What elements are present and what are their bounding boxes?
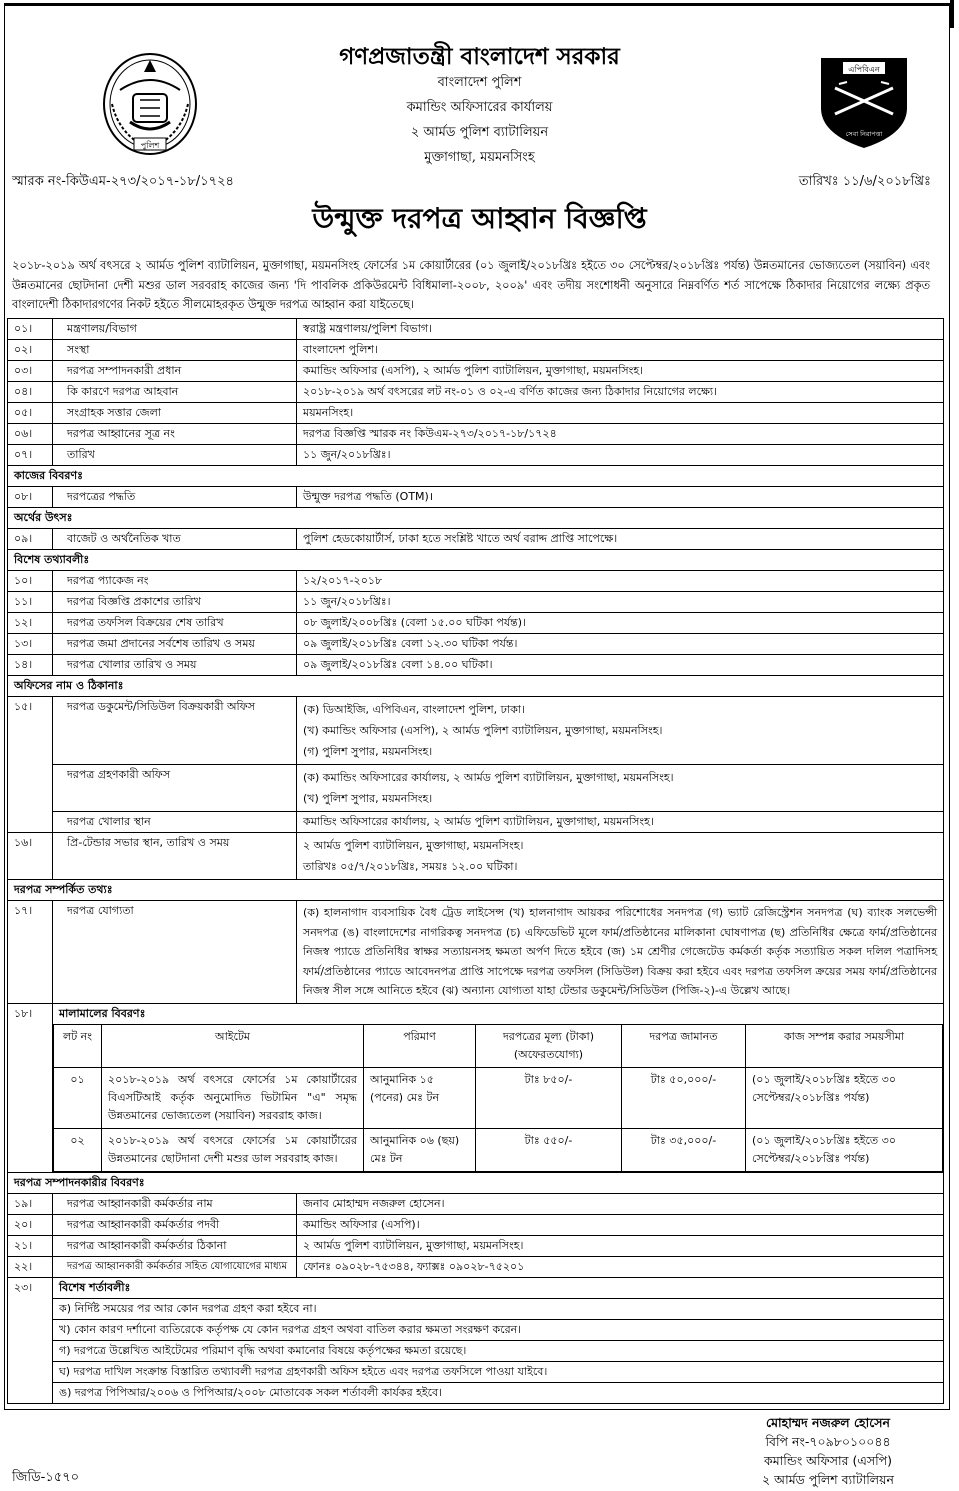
lot-quantity: আনুমানিক ১৫ (পনের) মেঃ টন <box>364 1067 476 1128</box>
condition-row <box>8 1361 944 1382</box>
row-label: সংগ্রাহক সত্তার জেলা <box>53 403 297 424</box>
row-label: সংস্থা <box>53 340 297 361</box>
place-name: মুক্তাগাছা, ময়মনসিংহ <box>424 150 535 165</box>
table-row <box>8 1003 944 1172</box>
row-number: ২০। <box>8 1214 53 1235</box>
lot-number: ০১ <box>54 1067 102 1128</box>
top-rule <box>5 4 949 6</box>
receive-office-list <box>297 765 944 812</box>
table-row <box>8 361 944 382</box>
condition-item: খ) কোন কারণ দর্শানো ব্যতিরেকে কর্তৃপক্ষ যে কোন দরপত্র গ্রহণ অথবা বাতিল করার ক্ষমতা সংরক্ষণ করেন। <box>53 1319 944 1340</box>
row-number: ১৭। <box>8 901 53 1004</box>
government-title: গণপ্রজাতন্ত্রী বাংলাদেশ সরকার <box>339 43 620 70</box>
table-row <box>8 529 944 550</box>
table-row <box>8 634 944 655</box>
row-value: দরপত্র বিজ্ঞপ্তি স্মারক নং কিউএম-২৭৩/২০১৭-১৮/১৭২৪ <box>297 424 944 445</box>
lot-security: টাঃ ৩৫,০০০/- <box>622 1128 746 1171</box>
pretender-place: ২ আর্মড পুলিশ ব্যাটালিয়ন, মুক্তাগাছা, ময়মনসিংহ। <box>303 839 524 852</box>
table-row <box>8 1277 944 1298</box>
row-number: ২১। <box>8 1235 53 1256</box>
list-item: (ক) কমান্ডিং অফিসারের কার্যালয়, ২ আর্মড পুলিশ ব্যাটালিয়ন, মুক্তাগাছা, ময়মনসিংহ। <box>303 771 674 784</box>
signatory-bp: বিপি নং-৭০৯৮০১০০৪৪ <box>765 1434 891 1449</box>
row-value: ১২/২০১৭-২০১৮ <box>297 571 944 592</box>
row-label: দরপত্র সম্পাদনকারী প্রধান <box>53 361 297 382</box>
row-label: দরপত্র আহ্বানকারী কর্মকর্তার পদবী <box>53 1214 297 1235</box>
row-value: বাংলাদেশ পুলিশ। <box>297 340 944 361</box>
goods-header-row <box>54 1024 943 1067</box>
condition-item: ক) নির্দিষ্ট সময়ের পর আর কোন দরপত্র গ্রহণ করা হইবে না। <box>53 1298 944 1319</box>
row-number: ০৫। <box>8 403 53 424</box>
row-number: ১০। <box>8 571 53 592</box>
section-info-title: বিশেষ তথ্যাবলীঃ <box>8 550 944 571</box>
row-label: তারিখ <box>53 445 297 466</box>
table-row <box>8 1193 944 1214</box>
section-header <box>8 676 944 697</box>
row-value: ২০১৮-২০১৯ অর্থ বৎসরের লট নং-০১ ও ০২-এ বর্ণিত কাজের জন্য ঠিকাদার নিয়োগের লক্ষ্যে। <box>297 382 944 403</box>
row-number: ২২। <box>8 1256 53 1277</box>
condition-row <box>8 1382 944 1403</box>
row-label: কি কারণে দরপত্র আহবান <box>53 382 297 403</box>
row-value: স্বরাষ্ট্র মন্ত্রণালয়/পুলিশ বিভাগ। <box>297 319 944 340</box>
row-value: ০৯ জুলাই/২০১৮খ্রিঃ বেলা ১২.৩০ ঘটিকা পর্যন্ত। <box>297 634 944 655</box>
goods-title: মালামালের বিবরণঃ <box>59 1006 146 1020</box>
section-office-title: অফিসের নাম ও ঠিকানাঃ <box>8 676 944 697</box>
table-row <box>8 340 944 361</box>
row-number: ১৪। <box>8 655 53 676</box>
table-row <box>8 1214 944 1235</box>
signatory-designation: কমান্ডিং অফিসার (এসপি) <box>763 1453 893 1468</box>
signatory-name: মোহাম্মদ নজরুল হোসেন <box>766 1415 890 1430</box>
column-header: কাজ সম্পন্ন করার সময়সীমা <box>746 1024 943 1067</box>
row-label: প্রি-টেন্ডার সভার স্থান, তারিখ ও সময় <box>53 833 297 880</box>
condition-row <box>8 1319 944 1340</box>
row-label: দরপত্র খোলার তারিখ ও সময় <box>53 655 297 676</box>
table-row <box>8 812 944 833</box>
row-value: ময়মনসিংহ। <box>297 403 944 424</box>
table-row <box>8 571 944 592</box>
row-number: ১১। <box>8 592 53 613</box>
lot-number: ০২ <box>54 1128 102 1171</box>
section-exec-title: দরপত্র সম্পাদনকারীর বিবরণঃ <box>8 1172 944 1193</box>
row-value <box>297 833 944 880</box>
row-number: ১৬। <box>8 833 53 880</box>
row-number: ১৯। <box>8 1193 53 1214</box>
table-row <box>8 403 944 424</box>
table-row <box>8 697 944 765</box>
section-header <box>8 466 944 487</box>
row-number: ১৮। <box>8 1003 53 1172</box>
list-item: (গ) পুলিশ সুপার, ময়মনসিংহ। <box>303 745 433 758</box>
row-value: ফোনঃ ০৯০২৮-৭৫৩৪৪, ফ্যাক্সঃ ০৯০২৮-৭৫২০১ <box>297 1256 944 1277</box>
row-label: দরপত্র আহ্বানকারী কর্মকর্তার ঠিকানা <box>53 1235 297 1256</box>
lot-security: টাঃ ৫০,০০০/- <box>622 1067 746 1128</box>
row-label: দরপত্র আহ্বানের সূত্র নং <box>53 424 297 445</box>
row-number: ২৩। <box>8 1277 53 1403</box>
column-header: আইটেম <box>102 1024 364 1067</box>
row-number: ১৫। <box>8 697 53 833</box>
shield-bottom-label: সেবা নিরাপত্তা <box>845 130 883 138</box>
lot-item: ২০১৮-২০১৯ অর্থ বৎসরে ফোর্সের ১ম কোয়ার্টারের উন্নতমানের ছোটদানা দেশী মশুর ডাল সরবরাহ কাজ। <box>102 1128 364 1171</box>
list-item: (খ) কমান্ডিং অফিসার (এসপি), ২ আর্মড পুলিশ ব্যাটালিয়ন, মুক্তাগাছা, ময়মনসিংহ। <box>303 724 663 737</box>
section-work-title: কাজের বিবরণঃ <box>8 466 944 487</box>
row-label: দরপত্র ডকুমেন্ট/সিডিউল বিক্রয়কারী অফিস <box>53 697 297 765</box>
lot-price: টাঃ ৫৫০/- <box>476 1128 622 1171</box>
lot-price: টাঃ ৮৫০/- <box>476 1067 622 1128</box>
section-tender-title: দরপত্র সম্পর্কিত তথ্যঃ <box>8 880 944 901</box>
section-header <box>8 508 944 529</box>
table-row <box>8 382 944 403</box>
table-row <box>8 765 944 812</box>
list-item: (ক) ডিআইজি, এপিবিএন, বাংলাদেশ পুলিশ, ঢাকা। <box>303 703 525 716</box>
row-label: দরপত্র আহ্বানকারী কর্মকর্তার নাম <box>53 1193 297 1214</box>
column-header: পরিমাণ <box>364 1024 476 1067</box>
edge-mark <box>950 0 954 28</box>
row-label: মন্ত্রণালয়/বিভাগ <box>53 319 297 340</box>
row-number: ০২। <box>8 340 53 361</box>
row-label: বাজেট ও অর্থনৈতিক খাত <box>53 529 297 550</box>
row-number: ০৩। <box>8 361 53 382</box>
goods-table <box>53 1024 943 1172</box>
row-value: উন্মুক্ত দরপত্র পদ্ধতি (OTM)। <box>297 487 944 508</box>
pretender-time: তারিখঃ ০৫/৭/২০১৮খ্রিঃ, সময়ঃ ১২.০০ ঘটিকা। <box>303 860 518 873</box>
goods-cell <box>53 1003 944 1172</box>
row-label: দরপত্রের পদ্ধতি <box>53 487 297 508</box>
table-row <box>8 592 944 613</box>
section-header <box>8 880 944 901</box>
row-label: দরপত্র জমা প্রদানের সর্বশেষ তারিখ ও সময় <box>53 634 297 655</box>
row-value: ১১ জুন/২০১৮খ্রিঃ। <box>297 445 944 466</box>
sell-office-list <box>297 697 944 765</box>
row-label: দরপত্র বিজ্ঞপ্তি প্রকাশের তারিখ <box>53 592 297 613</box>
memo-number: স্মারক নং-কিউএম-২৭৩/২০১৭-১৮/১৭২৪ <box>12 174 234 189</box>
row-value: কমান্ডিং অফিসার (এসপি)। <box>297 1214 944 1235</box>
row-value: জনাব মোহাম্মদ নজরুল হোসেন। <box>297 1193 944 1214</box>
row-value: কমান্ডিং অফিসারের কার্যালয়, ২ আর্মড পুলিশ ব্যাটালিয়ন, মুক্তাগাছা, ময়মনসিংহ। <box>297 812 944 833</box>
emblem-label: পুলিশ <box>140 141 160 150</box>
table-row <box>8 1235 944 1256</box>
signature-block <box>718 1413 938 1489</box>
row-number: ০৪। <box>8 382 53 403</box>
row-value: ১১ জুন/২০১৮খ্রিঃ। <box>297 592 944 613</box>
column-header: দরপত্র জামানত <box>622 1024 746 1067</box>
gd-code: জিডি-১৫৭০ <box>12 1470 80 1485</box>
goods-row <box>54 1128 943 1171</box>
lot-item: ২০১৮-২০১৯ অর্থ বৎসরে ফোর্সের ১ম কোয়ার্টারের বিএসটিআই কর্তৃক অনুমোদিত ভিটামিন "এ" সমৃদ্ধ উন্নতমানের ভোজ্যতেল (সয়াবিন) সরবরাহ কাজ। <box>102 1067 364 1128</box>
row-value: ০৯ জুলাই/২০১৮খ্রিঃ বেলা ১৪.০০ ঘটিকা। <box>297 655 944 676</box>
row-label: দরপত্র যোগ্যতা <box>53 901 297 1004</box>
memo-date: তারিখঃ ১১/৬/২০১৮খ্রিঃ <box>798 174 931 189</box>
office-name: কমান্ডিং অফিসারের কার্যালয় <box>406 100 553 115</box>
shield-top-label: এপিবিএন <box>848 65 880 74</box>
condition-item: ঙ) দরপত্র পিপিআর/২০০৬ ও পিপিআর/২০০৮ মোতাবেক সকল শর্তাবলী কার্যকর হইবে। <box>53 1382 944 1403</box>
row-value: ২ আর্মড পুলিশ ব্যাটালিয়ন, মুক্তাগাছা, ময়মনসিংহ। <box>297 1235 944 1256</box>
table-row <box>8 1256 944 1277</box>
table-row <box>8 319 944 340</box>
eligibility-text: (ক) হালনাগাদ ব্যবসায়িক বৈধ ট্রেড লাইসেন্স (খ) হালনাগাদ আয়কর পরিশোধের সনদপত্র (গ) ভ্যাট রেজিস্ট্রেশন সনদপত্র (ঘ) ব্যাংক সলভেন্সী সনদপত্র (ঙ) বাংলাদেশের নাগরিকত্ব সনদপত্র (চ) এফিডেভিট মূলে ফার্ম/প্রতিষ্ঠানের মালিকানা ঘোষণাপত্র (ছ) প্রতিনিধির ক্ষেত্রে ফার্ম/প্রতিষ্ঠানের নিজস্ব প্যাডে প্রতিনিধির স্বাক্ষর সত্যায়নসহ ক্ষমতা অর্পণ দিতে হইবে (জ) ১ম শ্রেণীর গেজেটেড কর্মকর্তা কর্তৃক সত্যায়িত সকল দলিল পত্রাদিসহ ফার্ম/প্রতিষ্ঠানের প্যাডে আবেদনপত্র প্রাপ্তি সাপেক্ষে দরপত্র তফসিল (সিডিউল) বিক্রয় করা হইবে এবং দরপত্র তফসিল ক্রয়ের সময় ফার্ম/প্রতিষ্ঠানের নিজস্ব সীল সঙ্গে আনিতে হইবে (ঝ) অন্যান্য যোগ্যতা যাহা টেন্ডার ডকুমেন্ট/সিডিউল (পিজি-২)-এ উল্লেখ আছে। <box>297 901 944 1004</box>
row-label: দরপত্র আহ্বানকারী কর্মকর্তার সহিত যোগাযোগের মাধ্যম <box>53 1256 297 1277</box>
section-fund-title: অর্থের উৎসঃ <box>8 508 944 529</box>
condition-item: গ) দরপত্রে উল্লেখিত আইটেমের পরিমাণ বৃদ্ধি অথবা কমানোর বিষয়ে কর্তৃপক্ষের ক্ষমতা রয়েছে। <box>53 1340 944 1361</box>
list-item: (খ) পুলিশ সুপার, ময়মনসিংহ। <box>303 792 433 805</box>
table-row <box>8 901 944 1004</box>
row-label: দরপত্র গ্রহণকারী অফিস <box>53 765 297 812</box>
row-number: ১২। <box>8 613 53 634</box>
row-label: দরপত্র তফসিল বিক্রয়ের শেষ তারিখ <box>53 613 297 634</box>
row-label: দরপত্র খোলার স্থান <box>53 812 297 833</box>
row-label: দরপত্র প্যাকেজ নং <box>53 571 297 592</box>
row-number: ১৩। <box>8 634 53 655</box>
condition-row <box>8 1298 944 1319</box>
org-name: বাংলাদেশ পুলিশ <box>437 75 522 90</box>
intro-paragraph: ২০১৮-২০১৯ অর্থ বৎসরে ২ আর্মড পুলিশ ব্যাটালিয়ন, মুক্তাগাছা, ময়মনসিংহ ফোর্সের ১ম কোয়ার্টারের (০১ জুলাই/২০১৮খ্রিঃ হইতে ৩০ সেপ্টেম্বর/২০১৮খ্রিঃ পর্যন্ত) উন্নতমানের ভোজ্যতেল (সয়াবিন) এবং উন্নতমানের ছোটদানা দেশী মশুর ডাল সরবরাহ কাজের জন্য 'দি পাবলিক প্রকিউরমেন্ট বিধিমালা-২০০৮, ২০০৯' এবং তদীয় সংশোধনী অনুসারে নিম্নবর্ণিত শর্ত সাপেক্ষে ঠিকাদার নিয়োগের লক্ষ্যে প্রকৃত বাংলাদেশী ঠিকাদারগণের নিকট হইতে সীলমোহরকৃত উন্মুক্ত দরপত্র আহ্বান করা যাইতেছে। <box>12 259 930 311</box>
tender-table <box>7 318 944 1404</box>
table-row <box>8 833 944 880</box>
section-header <box>8 550 944 571</box>
lot-period: (০১ জুলাই/২০১৮খ্রিঃ হইতে ৩০ সেপ্টেম্বর/২০১৮খ্রিঃ পর্যন্ত) <box>746 1067 943 1128</box>
row-number: ০৬। <box>8 424 53 445</box>
lot-quantity: আনুমানিক ০৬ (ছয়) মেঃ টন <box>364 1128 476 1171</box>
row-value: কমান্ডিং অফিসার (এসপি), ২ আর্মড পুলিশ ব্যাটালিয়ন, মুক্তাগাছা, ময়মনসিংহ। <box>297 361 944 382</box>
row-number: ০৮। <box>8 487 53 508</box>
goods-row <box>54 1067 943 1128</box>
section-header <box>8 1172 944 1193</box>
lot-period: (০১ জুলাই/২০১৮খ্রিঃ হইতে ৩০ সেপ্টেম্বর/২০১৮খ্রিঃ পর্যন্ত) <box>746 1128 943 1171</box>
condition-row <box>8 1340 944 1361</box>
condition-item: ঘ) দরপত্র দাখিল সংক্রান্ত বিস্তারিত তথ্যাবলী দরপত্র গ্রহণকারী অফিস হইতে এবং দরপত্র তফসিলে পাওয়া যাইবে। <box>53 1361 944 1382</box>
table-row <box>8 445 944 466</box>
conditions-title: বিশেষ শর্তাবলীঃ <box>53 1277 944 1298</box>
row-number: ০১। <box>8 319 53 340</box>
column-header: দরপত্রের মূল্য (টাকা) (অফেরতযোগ্য) <box>476 1024 622 1067</box>
row-number: ০৭। <box>8 445 53 466</box>
table-row <box>8 424 944 445</box>
table-row <box>8 487 944 508</box>
unit-name: ২ আর্মড পুলিশ ব্যাটালিয়ন <box>410 125 549 140</box>
notice-title: উন্মুক্ত দরপত্র আহ্বান বিজ্ঞপ্তি <box>312 202 647 235</box>
row-number: ০৯। <box>8 529 53 550</box>
signatory-unit: ২ আর্মড পুলিশ ব্যাটালিয়ন <box>762 1472 894 1487</box>
table-row <box>8 655 944 676</box>
table-row <box>8 613 944 634</box>
row-value: পুলিশ হেডকোয়ার্টার্স, ঢাকা হতে সংশ্লিষ্ট খাতে অর্থ বরাদ্দ প্রাপ্তি সাপেক্ষে। <box>297 529 944 550</box>
row-value: ০৮ জুলাই/২০০৮খ্রিঃ (বেলা ১৫.০০ ঘটিকা পর্যন্ত)। <box>297 613 944 634</box>
column-header: লট নং <box>54 1024 102 1067</box>
